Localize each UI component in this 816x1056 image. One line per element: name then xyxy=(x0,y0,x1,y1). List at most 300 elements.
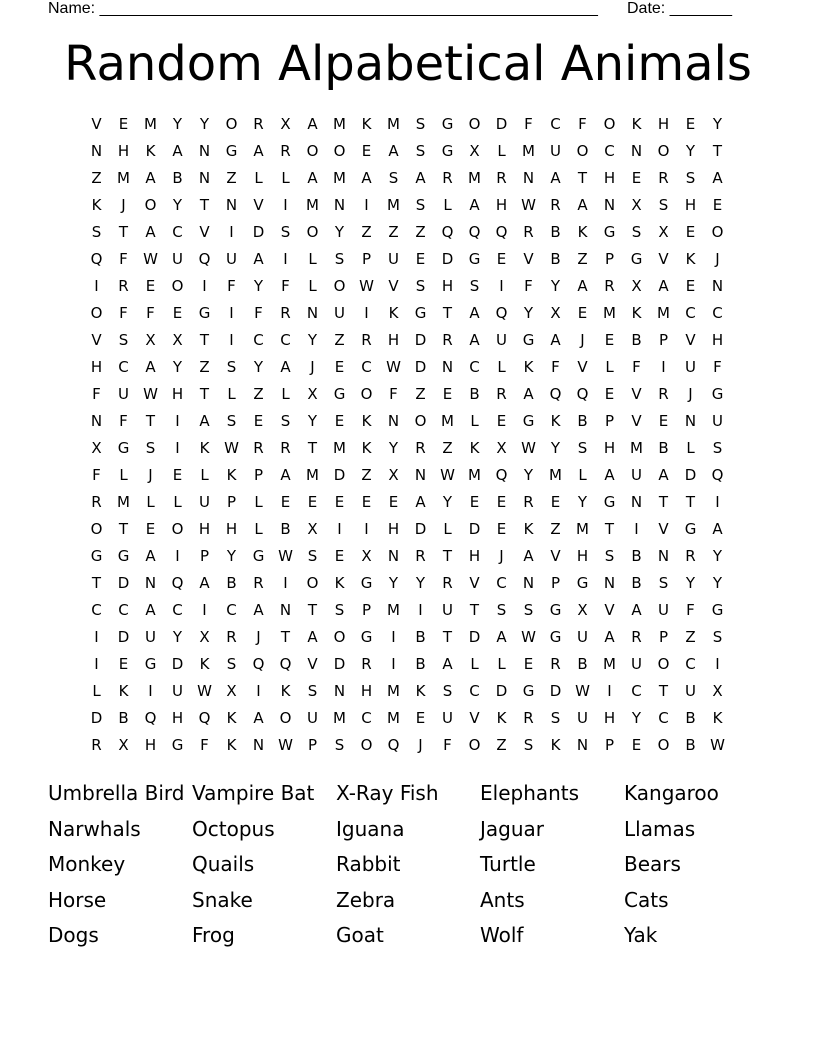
grid-cell: Q xyxy=(387,736,400,754)
grid-cell: F xyxy=(281,277,290,295)
grid-cell: A xyxy=(280,358,291,376)
grid-cell: J xyxy=(418,736,423,754)
grid-cell: N xyxy=(90,142,103,160)
grid-cell: H xyxy=(90,358,103,376)
grid-cell: R xyxy=(280,304,291,322)
grid-cell: E xyxy=(496,493,507,511)
grid-cell: M xyxy=(117,493,130,511)
grid-cell: Y xyxy=(712,115,723,133)
grid-cell: S xyxy=(631,223,642,241)
grid-cell: Y xyxy=(577,493,588,511)
grid-cell: S xyxy=(118,331,129,349)
grid-cell: H xyxy=(495,196,508,214)
grid-cell: E xyxy=(685,277,696,295)
grid-cell: O xyxy=(306,574,319,592)
grid-cell: L xyxy=(146,493,155,511)
grid-cell: Z xyxy=(253,385,264,403)
grid-cell: V xyxy=(388,277,399,295)
grid-cell: U xyxy=(334,304,345,322)
grid-cell: W xyxy=(521,628,536,646)
grid-cell: M xyxy=(522,142,535,160)
grid-cell: S xyxy=(334,601,345,619)
grid-cell: F xyxy=(119,412,128,430)
grid-cell: Q xyxy=(144,709,157,727)
grid-cell: A xyxy=(658,277,669,295)
grid-cell: I xyxy=(499,277,504,295)
grid-cell: K xyxy=(118,682,129,700)
grid-cell: K xyxy=(523,358,534,376)
grid-cell: B xyxy=(415,655,426,673)
grid-cell: I xyxy=(715,493,720,511)
grid-cell: Q xyxy=(90,250,103,268)
grid-cell: H xyxy=(657,115,670,133)
grid-cell: Z xyxy=(550,520,561,538)
grid-cell: W xyxy=(278,736,293,754)
grid-cell: J xyxy=(580,331,585,349)
grid-cell: E xyxy=(685,115,696,133)
grid-cell: N xyxy=(387,547,400,565)
word-list-item: Ants xyxy=(480,887,525,912)
grid-cell: Q xyxy=(198,250,211,268)
grid-cell: K xyxy=(550,736,561,754)
grid-cell: J xyxy=(121,196,126,214)
grid-cell: Z xyxy=(415,223,426,241)
grid-cell: T xyxy=(145,412,156,430)
grid-cell: O xyxy=(90,520,103,538)
grid-cell: M xyxy=(333,439,346,457)
grid-cell: L xyxy=(308,277,317,295)
word-list-item: Llamas xyxy=(624,816,696,841)
grid-cell: A xyxy=(253,709,264,727)
grid-cell: K xyxy=(712,709,723,727)
grid-cell: L xyxy=(686,439,695,457)
grid-cell: O xyxy=(90,304,103,322)
grid-cell: K xyxy=(199,439,210,457)
grid-cell: A xyxy=(199,412,210,430)
grid-cell: M xyxy=(387,682,400,700)
word-list-item: Quails xyxy=(192,852,255,876)
grid-cell: I xyxy=(283,250,288,268)
grid-cell: Z xyxy=(91,169,102,187)
grid-cell: F xyxy=(443,736,452,754)
grid-cell: S xyxy=(712,628,723,646)
grid-cell: Y xyxy=(172,628,183,646)
grid-cell: A xyxy=(469,331,480,349)
grid-cell: D xyxy=(468,628,481,646)
grid-cell: Y xyxy=(550,277,561,295)
grid-cell: K xyxy=(361,115,372,133)
grid-cell: E xyxy=(361,142,372,160)
grid-cell: R xyxy=(523,709,534,727)
grid-cell: K xyxy=(334,574,345,592)
grid-cell: T xyxy=(658,493,669,511)
grid-cell: L xyxy=(227,385,236,403)
grid-cell: I xyxy=(175,412,180,430)
grid-cell: B xyxy=(685,736,696,754)
grid-cell: T xyxy=(658,682,669,700)
grid-cell: E xyxy=(118,115,129,133)
grid-cell: A xyxy=(712,169,723,187)
grid-cell: W xyxy=(224,439,239,457)
grid-cell: K xyxy=(523,520,534,538)
grid-cell: G xyxy=(171,736,184,754)
grid-cell: X xyxy=(658,223,669,241)
grid-cell: U xyxy=(226,250,237,268)
grid-cell: T xyxy=(199,385,210,403)
grid-cell: W xyxy=(386,358,401,376)
grid-cell: S xyxy=(523,736,534,754)
grid-cell: X xyxy=(577,601,588,619)
grid-cell: I xyxy=(391,628,396,646)
grid-cell: S xyxy=(415,115,426,133)
grid-cell: O xyxy=(171,520,184,538)
word-list-item: Goat xyxy=(336,923,384,947)
grid-cell: R xyxy=(226,628,237,646)
grid-cell: G xyxy=(711,385,724,403)
grid-cell: M xyxy=(603,304,616,322)
grid-cell: S xyxy=(145,439,156,457)
grid-cell: P xyxy=(307,736,318,754)
grid-cell: D xyxy=(252,223,265,241)
grid-cell: A xyxy=(172,142,183,160)
grid-cell: P xyxy=(604,250,615,268)
grid-cell: Y xyxy=(550,439,561,457)
grid-cell: U xyxy=(712,412,723,430)
grid-cell: G xyxy=(414,304,427,322)
grid-cell: C xyxy=(118,601,129,619)
grid-cell: G xyxy=(252,547,265,565)
grid-cell: X xyxy=(550,304,561,322)
grid-cell: F xyxy=(254,304,263,322)
grid-cell: A xyxy=(199,574,210,592)
grid-cell: A xyxy=(145,547,156,565)
grid-cell: Y xyxy=(523,466,534,484)
grid-cell: V xyxy=(523,250,534,268)
grid-cell: A xyxy=(253,250,264,268)
grid-cell: S xyxy=(496,601,507,619)
grid-cell: E xyxy=(631,169,642,187)
grid-cell: P xyxy=(226,493,237,511)
grid-cell: Y xyxy=(523,304,534,322)
grid-cell: M xyxy=(387,115,400,133)
grid-cell: I xyxy=(202,277,207,295)
grid-cell: A xyxy=(550,169,561,187)
grid-cell: P xyxy=(604,736,615,754)
grid-cell: A xyxy=(307,628,318,646)
grid-cell: X xyxy=(226,682,237,700)
grid-cell: S xyxy=(334,736,345,754)
grid-cell: O xyxy=(333,142,346,160)
grid-cell: H xyxy=(603,439,616,457)
grid-cell: D xyxy=(414,331,427,349)
grid-cell: I xyxy=(94,277,99,295)
grid-cell: T xyxy=(442,304,453,322)
word-list-item: Kangaroo xyxy=(624,781,719,805)
word-list-item: Vampire Bat xyxy=(192,781,315,805)
grid-cell: O xyxy=(306,142,319,160)
grid-cell: H xyxy=(144,736,157,754)
grid-cell: Z xyxy=(442,439,453,457)
grid-cell: R xyxy=(523,493,534,511)
grid-cell: B xyxy=(415,628,426,646)
grid-cell: H xyxy=(603,709,616,727)
grid-cell: F xyxy=(686,601,695,619)
grid-cell: P xyxy=(658,331,669,349)
grid-cell: D xyxy=(90,709,103,727)
grid-cell: M xyxy=(306,196,319,214)
grid-cell: Q xyxy=(711,466,724,484)
grid-cell: U xyxy=(577,709,588,727)
grid-cell: I xyxy=(94,655,99,673)
grid-cell: C xyxy=(712,304,723,322)
grid-cell: X xyxy=(361,547,372,565)
grid-cell: D xyxy=(333,466,346,484)
grid-cell: G xyxy=(522,412,535,430)
grid-cell: Q xyxy=(252,655,265,673)
grid-cell: W xyxy=(143,250,158,268)
word-list-item: Narwhals xyxy=(48,816,141,841)
grid-cell: A xyxy=(388,142,399,160)
grid-cell: D xyxy=(414,520,427,538)
grid-cell: G xyxy=(630,250,643,268)
grid-cell: E xyxy=(604,331,615,349)
grid-cell: G xyxy=(603,493,616,511)
grid-cell: C xyxy=(361,709,372,727)
grid-cell: S xyxy=(469,277,480,295)
grid-cell: P xyxy=(604,412,615,430)
grid-cell: A xyxy=(469,304,480,322)
grid-cell: G xyxy=(441,142,454,160)
grid-cell: F xyxy=(92,385,101,403)
grid-cell: F xyxy=(119,304,128,322)
grid-cell: J xyxy=(256,628,261,646)
grid-cell: S xyxy=(334,250,345,268)
grid-cell: S xyxy=(307,682,318,700)
grid-cell: T xyxy=(280,628,291,646)
grid-cell: L xyxy=(281,169,290,187)
grid-cell: M xyxy=(657,304,670,322)
grid-cell: F xyxy=(119,250,128,268)
grid-cell: N xyxy=(306,304,319,322)
grid-cell: E xyxy=(361,493,372,511)
grid-cell: A xyxy=(469,196,480,214)
grid-cell: C xyxy=(469,682,480,700)
grid-cell: D xyxy=(495,682,508,700)
grid-cell: A xyxy=(604,466,615,484)
grid-cell: M xyxy=(630,439,643,457)
grid-cell: E xyxy=(280,493,291,511)
grid-cell: K xyxy=(577,223,588,241)
grid-cell: G xyxy=(90,547,103,565)
grid-cell: K xyxy=(226,736,237,754)
grid-cell: Y xyxy=(712,574,723,592)
grid-cell: R xyxy=(361,655,372,673)
grid-cell: Y xyxy=(226,547,237,565)
grid-cell: T xyxy=(199,196,210,214)
grid-cell: L xyxy=(497,358,506,376)
grid-cell: S xyxy=(226,655,237,673)
grid-cell: X xyxy=(631,196,642,214)
grid-cell: E xyxy=(469,493,480,511)
word-list-item: Iguana xyxy=(336,816,405,841)
grid-cell: O xyxy=(468,115,481,133)
grid-cell: T xyxy=(604,520,615,538)
grid-cell: G xyxy=(522,331,535,349)
grid-cell: Z xyxy=(334,331,345,349)
grid-cell: M xyxy=(576,520,589,538)
grid-cell: F xyxy=(92,466,101,484)
grid-cell: L xyxy=(200,466,209,484)
grid-cell: S xyxy=(550,709,561,727)
grid-cell: S xyxy=(307,547,318,565)
grid-cell: S xyxy=(280,412,291,430)
word-list-item: Snake xyxy=(192,887,253,912)
grid-cell: X xyxy=(712,682,723,700)
grid-cell: H xyxy=(198,520,211,538)
grid-cell: V xyxy=(550,547,561,565)
grid-cell: O xyxy=(711,223,724,241)
grid-cell: N xyxy=(603,574,616,592)
grid-cell: G xyxy=(117,439,130,457)
grid-cell: G xyxy=(144,655,157,673)
grid-cell: R xyxy=(442,169,453,187)
grid-cell: K xyxy=(388,304,399,322)
grid-cell: R xyxy=(496,169,507,187)
grid-cell: E xyxy=(496,520,507,538)
grid-cell: F xyxy=(389,385,398,403)
grid-cell: A xyxy=(631,601,642,619)
grid-cell: D xyxy=(414,358,427,376)
grid-cell: A xyxy=(523,547,534,565)
grid-cell: J xyxy=(688,385,693,403)
grid-cell: A xyxy=(712,520,723,538)
grid-cell: I xyxy=(256,682,261,700)
grid-cell: Y xyxy=(685,574,696,592)
grid-cell: X xyxy=(307,385,318,403)
grid-cell: L xyxy=(254,520,263,538)
grid-cell: E xyxy=(550,493,561,511)
grid-cell: K xyxy=(631,115,642,133)
grid-cell: O xyxy=(576,142,589,160)
grid-cell: X xyxy=(280,115,291,133)
grid-cell: R xyxy=(253,439,264,457)
grid-cell: R xyxy=(523,223,534,241)
grid-cell: C xyxy=(172,601,183,619)
word-list-item: Monkey xyxy=(48,852,126,876)
grid-cell: N xyxy=(630,493,643,511)
grid-cell: C xyxy=(91,601,102,619)
grid-cell: I xyxy=(175,439,180,457)
grid-cell: C xyxy=(685,655,696,673)
grid-cell: O xyxy=(657,736,670,754)
grid-cell: O xyxy=(279,709,292,727)
grid-cell: G xyxy=(468,250,481,268)
grid-cell: V xyxy=(469,574,480,592)
grid-cell: V xyxy=(631,412,642,430)
grid-cell: X xyxy=(469,142,480,160)
grid-cell: N xyxy=(387,412,400,430)
grid-cell: Y xyxy=(388,439,399,457)
grid-cell: O xyxy=(225,115,238,133)
grid-cell: F xyxy=(713,358,722,376)
grid-cell: Z xyxy=(361,223,372,241)
grid-cell: G xyxy=(360,574,373,592)
grid-cell: H xyxy=(387,331,400,349)
grid-cell: B xyxy=(577,655,588,673)
grid-cell: V xyxy=(658,250,669,268)
grid-cell: T xyxy=(577,169,588,187)
grid-cell: X xyxy=(388,466,399,484)
grid-cell: R xyxy=(253,115,264,133)
grid-cell: E xyxy=(523,655,534,673)
grid-cell: D xyxy=(495,115,508,133)
grid-cell: Q xyxy=(468,223,481,241)
grid-cell: B xyxy=(631,331,642,349)
grid-cell: A xyxy=(577,277,588,295)
grid-cell: T xyxy=(307,601,318,619)
grid-cell: D xyxy=(117,628,130,646)
grid-cell: B xyxy=(226,574,237,592)
grid-cell: R xyxy=(415,547,426,565)
grid-cell: N xyxy=(684,412,697,430)
grid-cell: N xyxy=(603,196,616,214)
grid-cell: F xyxy=(524,115,533,133)
grid-cell: R xyxy=(631,628,642,646)
grid-cell: L xyxy=(497,655,506,673)
grid-cell: M xyxy=(333,169,346,187)
grid-cell: Z xyxy=(415,385,426,403)
grid-cell: O xyxy=(603,115,616,133)
grid-cell: Y xyxy=(199,115,210,133)
grid-cell: I xyxy=(337,520,342,538)
grid-cell: I xyxy=(94,628,99,646)
grid-cell: V xyxy=(631,385,642,403)
grid-cell: Y xyxy=(307,331,318,349)
grid-cell: A xyxy=(145,601,156,619)
grid-cell: B xyxy=(172,169,183,187)
grid-cell: H xyxy=(576,547,589,565)
grid-cell: E xyxy=(658,412,669,430)
grid-cell: P xyxy=(199,547,210,565)
grid-cell: T xyxy=(685,493,696,511)
grid-cell: P xyxy=(253,466,264,484)
grid-cell: S xyxy=(388,169,399,187)
grid-cell: W xyxy=(278,547,293,565)
grid-cell: T xyxy=(469,601,480,619)
grid-cell: Y xyxy=(388,574,399,592)
grid-cell: S xyxy=(604,547,615,565)
grid-cell: O xyxy=(414,412,427,430)
grid-cell: R xyxy=(442,574,453,592)
grid-cell: L xyxy=(497,142,506,160)
grid-cell: S xyxy=(226,412,237,430)
grid-cell: E xyxy=(307,493,318,511)
grid-cell: H xyxy=(171,709,184,727)
grid-cell: I xyxy=(364,520,369,538)
grid-cell: F xyxy=(632,358,641,376)
grid-cell: H xyxy=(225,520,238,538)
grid-cell: O xyxy=(360,385,373,403)
grid-cell: L xyxy=(470,412,479,430)
grid-cell: J xyxy=(310,358,315,376)
grid-cell: Y xyxy=(415,574,426,592)
grid-cell: A xyxy=(145,358,156,376)
grid-cell: H xyxy=(441,277,454,295)
grid-cell: R xyxy=(91,736,102,754)
grid-cell: R xyxy=(415,439,426,457)
grid-cell: H xyxy=(171,385,184,403)
grid-cell: D xyxy=(333,655,346,673)
